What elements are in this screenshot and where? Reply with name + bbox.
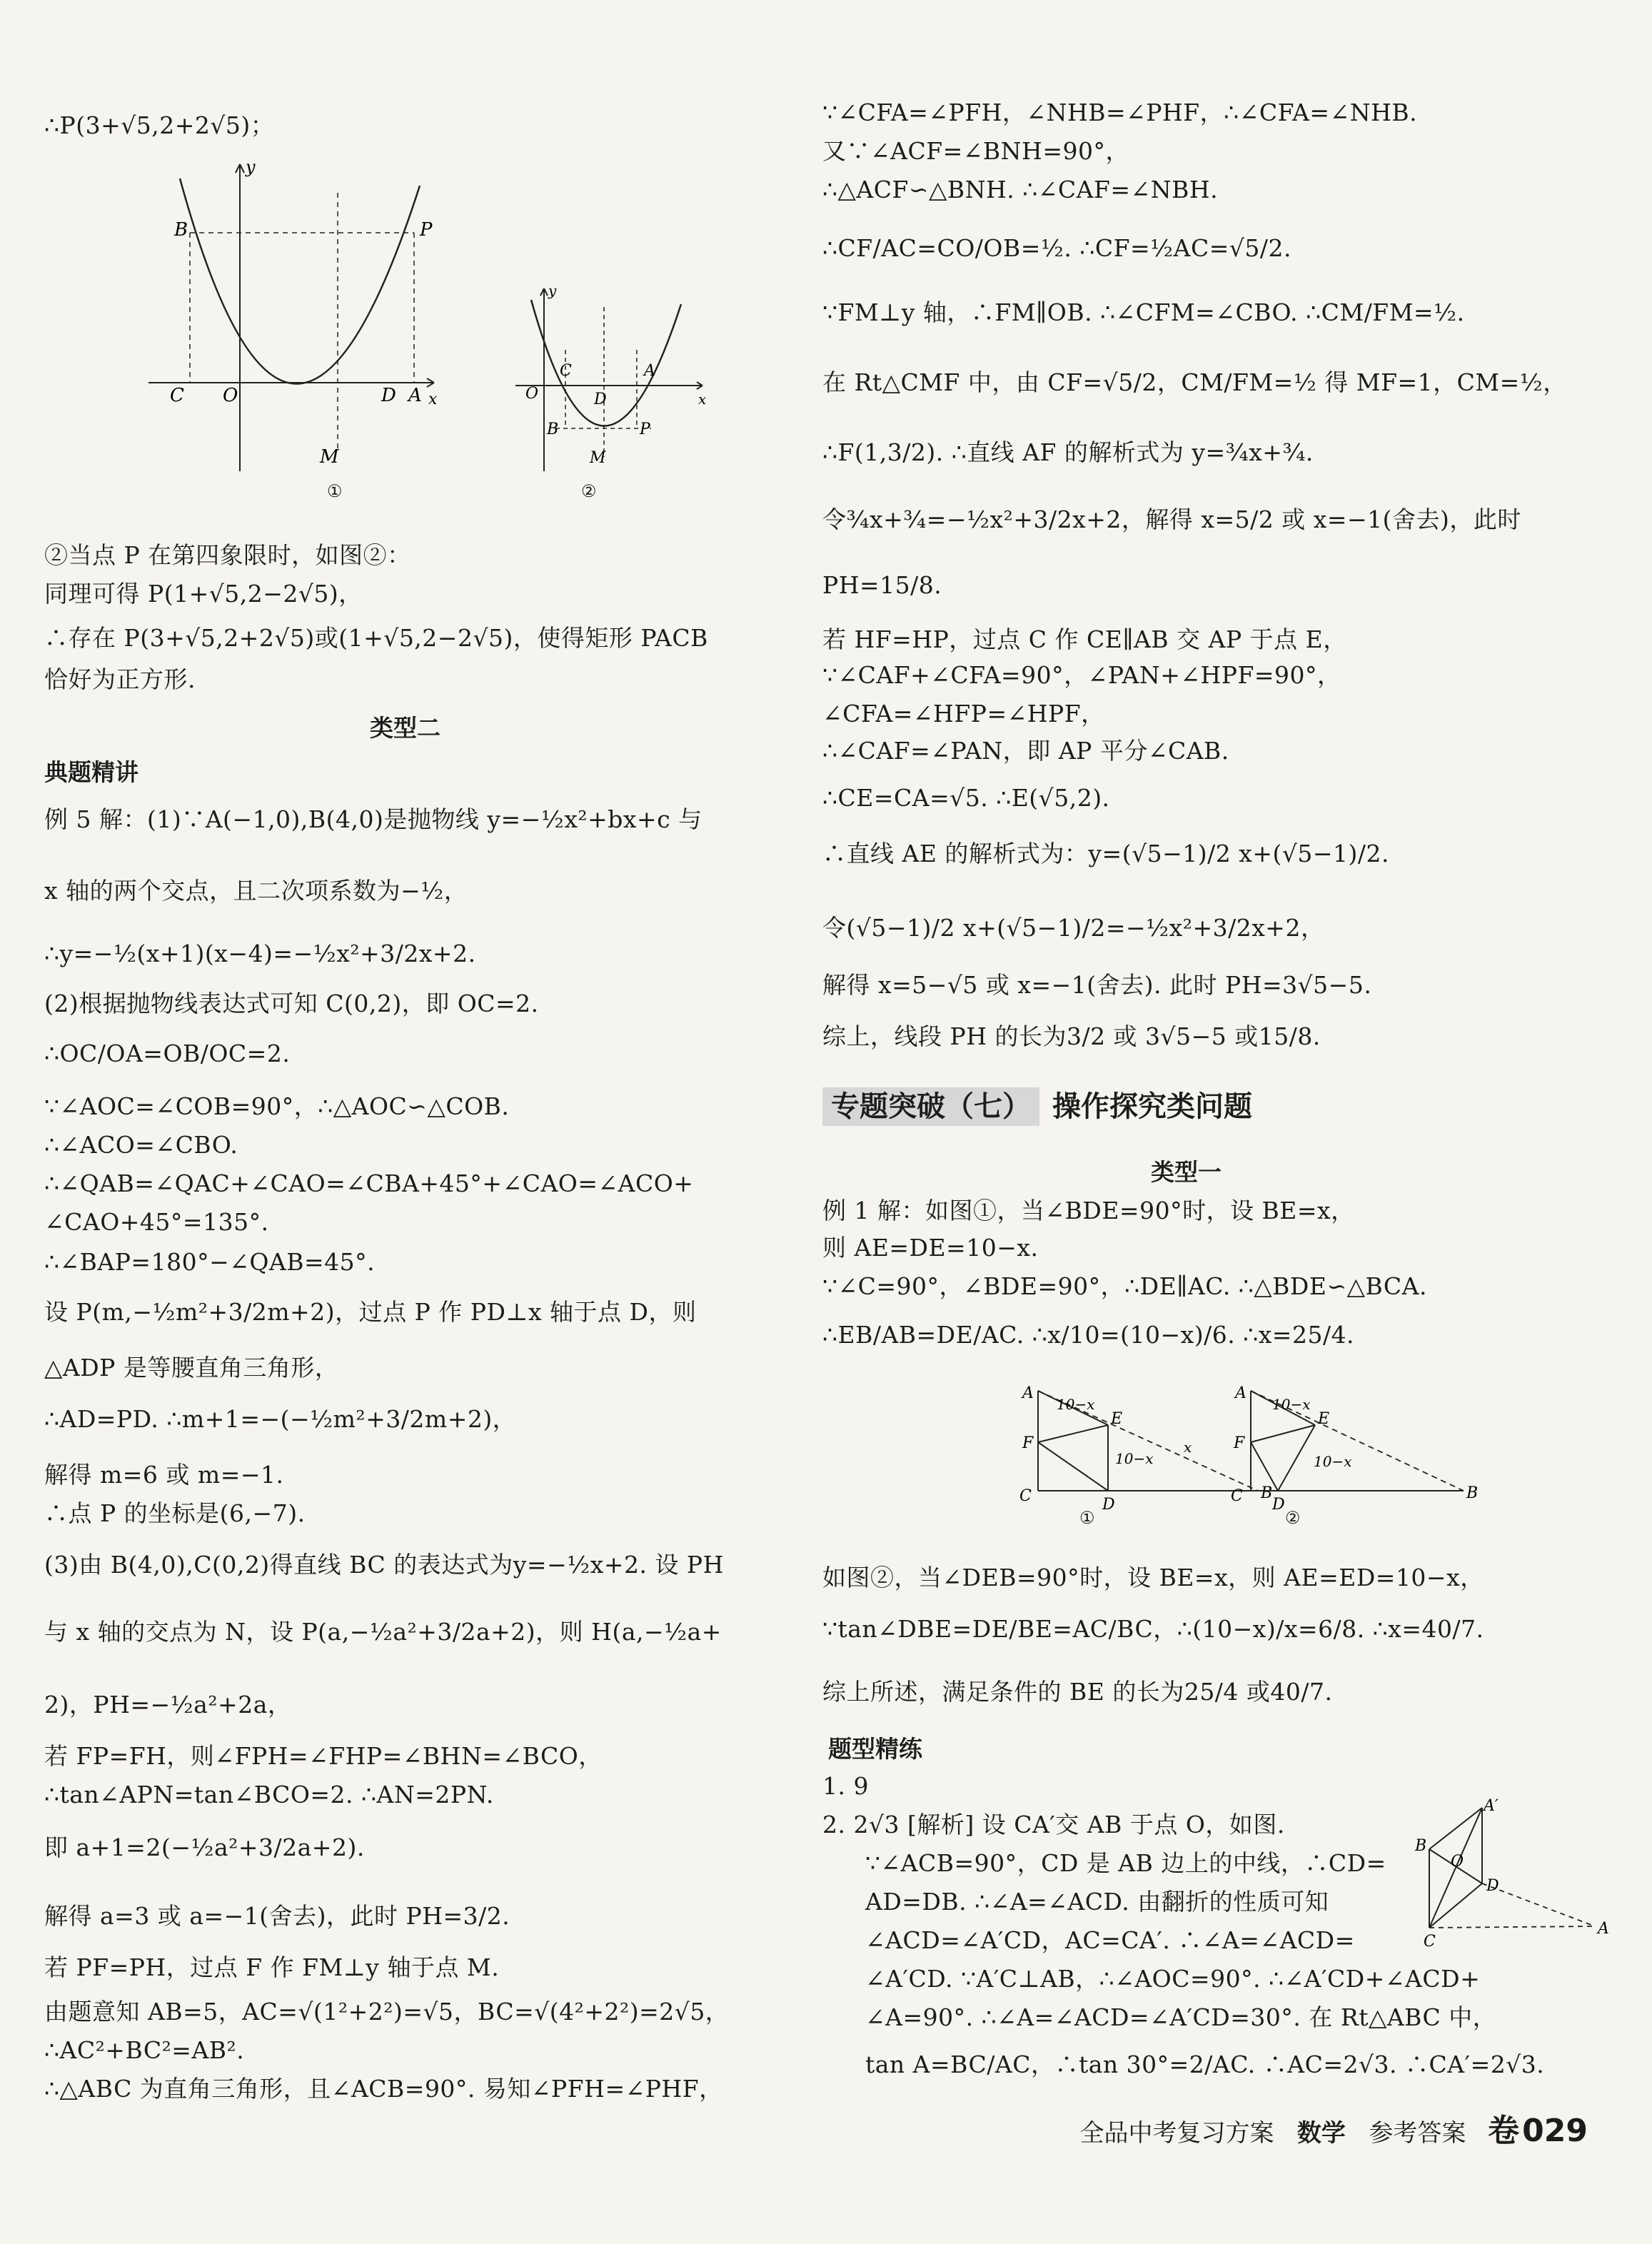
- text-line: ②当点 P 在第四象限时，如图②：: [44, 541, 411, 569]
- figure-caption: ②: [581, 481, 597, 501]
- text-line: ∴OC/OA=OB/OC=2.: [44, 1040, 291, 1067]
- svg-text:C: C: [1424, 1933, 1436, 1951]
- text-line: 如图②，当∠DEB=90°时，设 BE=x，则 AE=ED=10−x，: [822, 1564, 1484, 1591]
- text-line: ∴点 P 的坐标是(6,−7).: [44, 1499, 306, 1527]
- text-line: ∴直线 AE 的解析式为：y=(√5−1)/2 x+(√5−1)/2.: [822, 840, 1389, 867]
- text-line: ∠A=90°. ∴∠A=∠ACD=∠A′CD=30°. 在 Rt△ABC 中，: [865, 2003, 1497, 2031]
- section-heading: 类型一: [1151, 1158, 1222, 1186]
- text-line: PH=15/8.: [822, 571, 942, 599]
- footer-vol: 卷: [1488, 2113, 1520, 2149]
- svg-text:P: P: [420, 219, 433, 241]
- text-line: ∴△ACF∽△BNH. ∴∠CAF=∠NBH.: [822, 176, 1219, 203]
- text-line: ∴∠CAF=∠PAN，即 AP 平分∠CAB.: [822, 737, 1229, 765]
- svg-text:10−x: 10−x: [1272, 1396, 1311, 1413]
- text-line: ∴tan∠APN=tan∠BCO=2. ∴AN=2PN.: [44, 1781, 494, 1808]
- text-line: 2)，PH=−½a²+2a，: [44, 1691, 292, 1719]
- figure-caption: ①: [1079, 1508, 1095, 1528]
- text-line: ∵∠AOC=∠COB=90°，∴△AOC∽△COB.: [44, 1092, 510, 1120]
- figure-caption: ①: [327, 481, 343, 501]
- text-line: ∴∠BAP=180°−∠QAB=45°.: [44, 1248, 376, 1276]
- figure-caption: ②: [1285, 1508, 1301, 1528]
- text-line: ∠CFA=∠HFP=∠HPF，: [822, 700, 1105, 728]
- page-footer: [1079, 2105, 1588, 2150]
- triangle-figure-2: [1215, 1384, 1486, 1534]
- text-line: ∴∠QAB=∠QAC+∠CAO=∠CBA+45°+∠CAO=∠ACO+: [44, 1169, 694, 1197]
- text-line: 1. 9: [822, 1772, 869, 1800]
- footer-answers: 参考答案: [1369, 2119, 1466, 2148]
- svg-text:10−x: 10−x: [1057, 1396, 1095, 1413]
- text-line: ∴y=−½(x+1)(x−4)=−½x²+3/2x+2.: [44, 940, 476, 967]
- text-line: 设 P(m,−½m²+3/2m+2)，过点 P 作 PD⊥x 轴于点 D，则: [44, 1298, 697, 1326]
- svg-text:F: F: [1234, 1434, 1245, 1452]
- footer-book: 全品中考复习方案: [1079, 2119, 1274, 2148]
- svg-text:D: D: [1272, 1496, 1285, 1514]
- parabola-figure-1: [148, 157, 484, 485]
- svg-text:D: D: [594, 391, 607, 408]
- svg-text:C: C: [1019, 1487, 1032, 1505]
- footer-subject: 数学: [1296, 2119, 1346, 2148]
- text-line: 与 x 轴的交点为 N，设 P(a,−½a²+3/2a+2)，则 H(a,−½a+: [44, 1618, 722, 1646]
- svg-text:B: B: [174, 219, 188, 241]
- text-line: 令(√5−1)/2 x+(√5−1)/2=−½x²+3/2x+2，: [822, 914, 1325, 942]
- svg-text:x: x: [698, 391, 707, 408]
- text-line: ∴CE=CA=√5. ∴E(√5,2).: [822, 784, 1110, 812]
- svg-text:y: y: [548, 282, 557, 299]
- text-line: AD=DB. ∴∠A=∠ACD. 由翻折的性质可知: [865, 1888, 1329, 1916]
- text-line: ∴F(1,3/2). ∴直线 AF 的解析式为 y=¾x+¾.: [822, 438, 1314, 466]
- svg-text:B: B: [547, 421, 559, 438]
- text-line: ∴AC²+BC²=AB².: [44, 2036, 245, 2064]
- text-line: ∴AD=PD. ∴m+1=−(−½m²+3/2m+2)，: [44, 1405, 517, 1433]
- svg-text:P: P: [640, 421, 650, 438]
- svg-text:y: y: [246, 157, 256, 177]
- text-line: ∠CAO+45°=135°.: [44, 1208, 269, 1236]
- text-line: 则 AE=DE=10−x.: [822, 1234, 1039, 1262]
- svg-text:C: C: [560, 362, 572, 380]
- svg-text:x: x: [428, 391, 438, 408]
- text-line: 综上，线段 PH 的长为3/2 或 3√5−5 或15/8.: [822, 1022, 1321, 1050]
- text-line: 在 Rt△CMF 中，由 CF=√5/2，CM/FM=½ 得 MF=1，CM=½，: [822, 368, 1567, 396]
- svg-text:B: B: [1466, 1484, 1479, 1502]
- text-line: x 轴的两个交点，且二次项系数为−½，: [44, 877, 468, 905]
- svg-text:C: C: [1231, 1487, 1243, 1505]
- text-line: (2)根据抛物线表达式可知 C(0,2)，即 OC=2.: [44, 990, 539, 1017]
- topic-title: 操作探究类问题: [1052, 1090, 1252, 1123]
- svg-text:x: x: [1184, 1439, 1192, 1456]
- text-line: 若 FP=FH，则∠FPH=∠FHP=∠BHN=∠BCO，: [44, 1742, 603, 1770]
- topic-heading: [822, 1084, 1252, 1124]
- svg-text:M: M: [590, 449, 606, 467]
- svg-text:O: O: [525, 385, 539, 403]
- text-line: ∴△ABC 为直角三角形，且∠ACB=90°. 易知∠PFH=∠PHF，: [44, 2075, 723, 2103]
- svg-text:D: D: [1486, 1877, 1499, 1895]
- text-line: 恰好为正方形.: [44, 665, 196, 693]
- svg-text:D: D: [381, 385, 396, 406]
- section-heading: 题型精练: [828, 1735, 922, 1763]
- text-line: 解得 m=6 或 m=−1.: [44, 1461, 284, 1489]
- text-line: ∵∠CAF+∠CFA=90°，∠PAN+∠HPF=90°，: [822, 661, 1341, 689]
- text-line: 令¾x+¾=−½x²+3/2x+2，解得 x=5/2 或 x=−1(舍去)，此时: [822, 505, 1521, 533]
- fold-triangle-figure: [1408, 1799, 1622, 1956]
- svg-text:F: F: [1022, 1434, 1034, 1452]
- svg-text:O: O: [223, 385, 238, 406]
- text-line: 综上所述，满足条件的 BE 的长为25/4 或40/7.: [822, 1678, 1333, 1706]
- text-line: 例 1 解：如图①，当∠BDE=90°时，设 BE=x，: [822, 1197, 1355, 1224]
- svg-text:A: A: [408, 385, 422, 406]
- text-line: 例 5 解：(1)∵A(−1,0),B(4,0)是抛物线 y=−½x²+bx+c 与: [44, 805, 702, 833]
- section-heading: 类型二: [370, 714, 440, 742]
- text-line: ∴∠ACO=∠CBO.: [44, 1131, 238, 1159]
- section-heading: 典题精讲: [44, 758, 138, 786]
- text-line: 2. 2√3 [解析] 设 CA′交 AB 于点 O，如图.: [822, 1811, 1285, 1838]
- text-line: ∵FM⊥y 轴，∴FM∥OB. ∴∠CFM=∠CBO. ∴CM/FM=½.: [822, 298, 1465, 326]
- text-line: ∴存在 P(3+√5,2+2√5)或(1+√5,2−2√5)，使得矩形 PACB: [44, 624, 708, 652]
- svg-text:A: A: [644, 362, 655, 380]
- svg-text:A: A: [1022, 1384, 1034, 1402]
- svg-text:B: B: [1415, 1837, 1427, 1855]
- text-line: ∵∠CFA=∠PFH，∠NHB=∠PHF，∴∠CFA=∠NHB.: [822, 99, 1418, 126]
- svg-text:D: D: [1102, 1496, 1115, 1514]
- svg-text:O: O: [1451, 1853, 1464, 1871]
- text-line: 若 PF=PH，过点 F 作 FM⊥y 轴于点 M.: [44, 1953, 500, 1981]
- text-line: 同理可得 P(1+√5,2−2√5)，: [44, 580, 363, 608]
- svg-text:E: E: [1111, 1410, 1123, 1428]
- text-line: tan A=BC/AC，∴tan 30°=2/AC. ∴AC=2√3. ∴CA′=2√3.: [865, 2051, 1545, 2078]
- text-line: 若 HF=HP，过点 C 作 CE∥AB 交 AP 于点 E，: [822, 625, 1347, 653]
- text-line: △ADP 是等腰直角三角形，: [44, 1354, 339, 1382]
- text-line: 解得 a=3 或 a=−1(舍去)，此时 PH=3/2.: [44, 1902, 510, 1930]
- svg-text:C: C: [170, 385, 184, 406]
- text-line: ∴CF/AC=CO/OB=½. ∴CF=½AC=√5/2.: [822, 234, 1291, 262]
- page-number: 029: [1522, 2113, 1588, 2149]
- text-line: 由题意知 AB=5，AC=√(1²+2²)=√5，BC=√(4²+2²)=2√5，: [44, 1998, 730, 2026]
- svg-text:A: A: [1598, 1920, 1609, 1938]
- svg-text:B: B: [1261, 1484, 1273, 1502]
- svg-text:E: E: [1318, 1410, 1330, 1428]
- svg-text:10−x: 10−x: [1314, 1453, 1352, 1470]
- text-line: 即 a+1=2(−½a²+3/2a+2).: [44, 1833, 365, 1861]
- text-line: ∴P(3+√5,2+2√5)；: [44, 111, 275, 139]
- svg-text:M: M: [320, 446, 339, 468]
- svg-text:A′: A′: [1484, 1797, 1499, 1815]
- text-line: ∴EB/AB=DE/AC. ∴x/10=(10−x)/6. ∴x=25/4.: [822, 1321, 1355, 1349]
- text-line: 又∵∠ACF=∠BNH=90°，: [822, 137, 1129, 165]
- text-line: ∵tan∠DBE=DE/BE=AC/BC，∴(10−x)/x=6/8. ∴x=40/7.: [822, 1615, 1484, 1643]
- text-line: ∠A′CD. ∵A′C⊥AB，∴∠AOC=90°. ∴∠A′CD+∠ACD+: [865, 1965, 1481, 1993]
- text-line: ∠ACD=∠A′CD，AC=CA′. ∴∠A=∠ACD=: [865, 1926, 1355, 1954]
- topic-label: 专题突破（七）: [822, 1087, 1039, 1126]
- text-line: ∵∠C=90°，∠BDE=90°，∴DE∥AC. ∴△BDE∽△BCA.: [822, 1272, 1427, 1300]
- svg-text:10−x: 10−x: [1115, 1450, 1154, 1467]
- parabola-figure-2: [515, 278, 715, 478]
- text-line: (3)由 B(4,0),C(0,2)得直线 BC 的表达式为y=−½x+2. 设 PH: [44, 1551, 724, 1579]
- text-line: 解得 x=5−√5 或 x=−1(舍去). 此时 PH=3√5−5.: [822, 971, 1372, 999]
- text-line: ∵∠ACB=90°，CD 是 AB 边上的中线，∴CD=: [865, 1849, 1386, 1877]
- svg-text:A: A: [1235, 1384, 1246, 1402]
